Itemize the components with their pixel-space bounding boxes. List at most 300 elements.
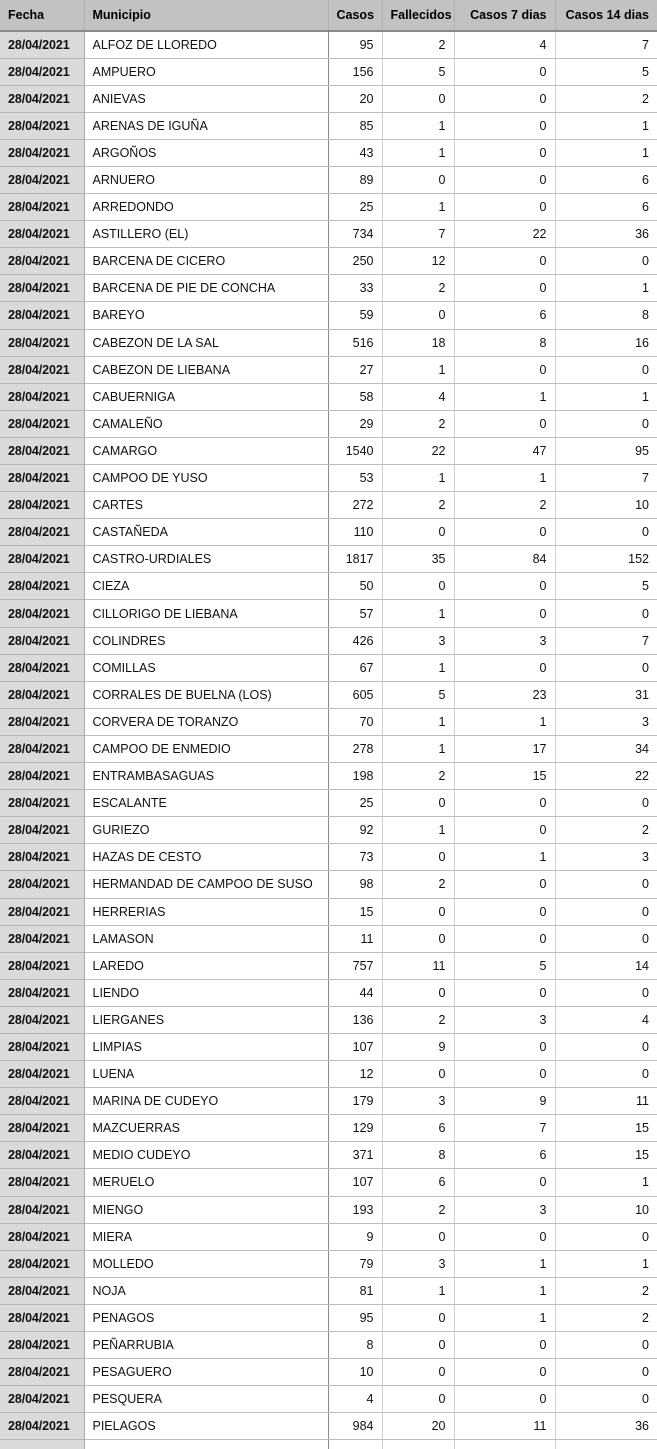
cell-fall: 0 [382, 573, 454, 600]
column-header-casos-7-dias[interactable]: Casos 7 dias [454, 0, 555, 31]
cell-muni: CAMALEÑO [84, 410, 328, 437]
cell-fall: 0 [382, 898, 454, 925]
cell-muni: LAREDO [84, 952, 328, 979]
cell-fecha: 28/04/2021 [0, 139, 84, 166]
cell-fecha: 28/04/2021 [0, 1061, 84, 1088]
cell-fecha: 28/04/2021 [0, 600, 84, 627]
cell-c7: 23 [454, 681, 555, 708]
table-row[interactable] [0, 1169, 657, 1196]
cell-c14: 10 [555, 1196, 657, 1223]
cell-casos: 50 [328, 573, 382, 600]
cell-fecha: 28/04/2021 [0, 356, 84, 383]
cell-c14: 16 [555, 329, 657, 356]
cell-fall: 1 [382, 654, 454, 681]
cell-muni: CILLORIGO DE LIEBANA [84, 600, 328, 627]
cell-muni: LAMASON [84, 925, 328, 952]
cell-fall: 2 [382, 275, 454, 302]
cell-fall: 20 [382, 1413, 454, 1440]
cell-casos: 67 [328, 654, 382, 681]
cell-fecha: 28/04/2021 [0, 654, 84, 681]
cell-casos: 110 [328, 519, 382, 546]
cell-c7: 1 [454, 1304, 555, 1331]
table-row[interactable] [0, 1386, 657, 1413]
cell-muni: CARTES [84, 492, 328, 519]
cell-muni: MERUELO [84, 1169, 328, 1196]
table-row[interactable] [0, 1413, 657, 1440]
cell-fall: 1 [382, 139, 454, 166]
cell-fecha: 28/04/2021 [0, 627, 84, 654]
cell-muni: CABUERNIGA [84, 383, 328, 410]
table-row[interactable] [0, 573, 657, 600]
table-row[interactable] [0, 871, 657, 898]
cell-c7: 47 [454, 437, 555, 464]
table-header-row [0, 0, 657, 31]
cell-muni: LIERGANES [84, 1006, 328, 1033]
cell-casos: 107 [328, 1033, 382, 1060]
cell-casos: 8 [328, 1332, 382, 1359]
cell-muni: HAZAS DE CESTO [84, 844, 328, 871]
cell-fall: 0 [382, 1332, 454, 1359]
table-row[interactable] [0, 383, 657, 410]
table-row[interactable] [0, 329, 657, 356]
cell-fall: 0 [382, 844, 454, 871]
cell-c7: 0 [454, 1169, 555, 1196]
cell-fecha: 28/04/2021 [0, 112, 84, 139]
table-row[interactable] [0, 844, 657, 871]
cell-fecha: 28/04/2021 [0, 790, 84, 817]
cell-fall: 1 [382, 112, 454, 139]
table-row[interactable] [0, 1061, 657, 1088]
cell-muni: ASTILLERO (EL) [84, 221, 328, 248]
cell-fecha: 28/04/2021 [0, 1277, 84, 1304]
cell-casos: 250 [328, 248, 382, 275]
cell-muni: LIENDO [84, 979, 328, 1006]
table-row[interactable] [0, 1115, 657, 1142]
cell-fall: 0 [382, 925, 454, 952]
table-row[interactable] [0, 1359, 657, 1386]
cell-muni: MOLLEDO [84, 1250, 328, 1277]
cell-casos: 757 [328, 952, 382, 979]
cell-casos: 81 [328, 1277, 382, 1304]
cell-c7: 4 [454, 31, 555, 58]
cell-c14: 0 [555, 790, 657, 817]
cell-fecha: 28/04/2021 [0, 1332, 84, 1359]
cell-c14: 22 [555, 763, 657, 790]
table-row[interactable] [0, 898, 657, 925]
cell-casos: 43 [328, 139, 382, 166]
cell-casos: 79 [328, 1250, 382, 1277]
column-header-fallecidos[interactable]: Fallecidos [382, 0, 454, 31]
table-row[interactable] [0, 1142, 657, 1169]
cell-c7: 17 [454, 735, 555, 762]
cell-c14: 0 [555, 1332, 657, 1359]
cell-casos: 129 [328, 1115, 382, 1142]
cell-fecha: 28/04/2021 [0, 383, 84, 410]
cell-casos: 9 [328, 1223, 382, 1250]
cell-c14: 36 [555, 1413, 657, 1440]
table-row[interactable] [0, 194, 657, 221]
cell-c14: 15 [555, 1115, 657, 1142]
cell-fall: 0 [382, 519, 454, 546]
cell-casos: 516 [328, 329, 382, 356]
cell-c7: 1 [454, 708, 555, 735]
cell-fall: 0 [382, 302, 454, 329]
cell-fall: 18 [382, 329, 454, 356]
table-row[interactable] [0, 519, 657, 546]
cell-c7: 0 [454, 979, 555, 1006]
cell-c7: 0 [454, 1386, 555, 1413]
table-row[interactable] [0, 465, 657, 492]
cell-casos: 25 [328, 790, 382, 817]
cell-muni: ENTRAMBASAGUAS [84, 763, 328, 790]
cell-fall: 35 [382, 546, 454, 573]
cell-casos: 179 [328, 1088, 382, 1115]
cell-fall: 1 [382, 465, 454, 492]
cell-casos: 4 [328, 1386, 382, 1413]
cell-c14: 0 [555, 248, 657, 275]
table-row[interactable] [0, 112, 657, 139]
cell-c14: 31 [555, 681, 657, 708]
cell-fall: 0 [382, 1223, 454, 1250]
cell-fecha: 28/04/2021 [0, 708, 84, 735]
table-row[interactable] [0, 58, 657, 85]
cell-c14: 0 [555, 1359, 657, 1386]
cell-fall: 12 [382, 248, 454, 275]
cell-fall: 2 [382, 410, 454, 437]
cell-c14: 1 [555, 275, 657, 302]
cell-c7: 0 [454, 275, 555, 302]
cell-c14: 1 [555, 1250, 657, 1277]
cell-c7: 0 [454, 654, 555, 681]
cell-muni: CIEZA [84, 573, 328, 600]
cell-muni: CABEZON DE LA SAL [84, 329, 328, 356]
cell-casos: 605 [328, 681, 382, 708]
cell-c14: 14 [555, 952, 657, 979]
cell-fecha: 28/04/2021 [0, 275, 84, 302]
cell-c7: 3 [454, 1006, 555, 1033]
cell-fecha: 28/04/2021 [0, 1386, 84, 1413]
cell-muni: ARNUERO [84, 166, 328, 193]
cell-c14: 0 [555, 654, 657, 681]
cell-c14: 0 [555, 356, 657, 383]
cell-fecha: 28/04/2021 [0, 248, 84, 275]
cell-c7: 3 [454, 627, 555, 654]
cell-c14: 0 [555, 1223, 657, 1250]
cell-c14: 7 [555, 465, 657, 492]
cell-fall: 0 [382, 85, 454, 112]
cell-fecha: 28/04/2021 [0, 573, 84, 600]
cell-c14: 4 [555, 1006, 657, 1033]
table-row[interactable] [0, 275, 657, 302]
cell-casos [328, 1440, 382, 1449]
cell-muni: ALFOZ DE LLOREDO [84, 31, 328, 58]
cell-c7: 0 [454, 356, 555, 383]
cell-fall: 1 [382, 600, 454, 627]
cell-c14: 6 [555, 166, 657, 193]
cell-c14: 0 [555, 1033, 657, 1060]
table-row[interactable] [0, 31, 657, 58]
cell-fall: 11 [382, 952, 454, 979]
cell-c14: 34 [555, 735, 657, 762]
cell-c7: 6 [454, 1142, 555, 1169]
cell-fecha [0, 1440, 84, 1449]
cell-c14: 1 [555, 1169, 657, 1196]
cell-fall: 1 [382, 194, 454, 221]
table-row[interactable] [0, 1196, 657, 1223]
cell-fecha: 28/04/2021 [0, 1006, 84, 1033]
cell-muni: HERRERIAS [84, 898, 328, 925]
cell-c7: 2 [454, 492, 555, 519]
cell-casos: 426 [328, 627, 382, 654]
cell-c7: 0 [454, 1061, 555, 1088]
cell-fall [382, 1440, 454, 1449]
cell-fecha: 28/04/2021 [0, 465, 84, 492]
cell-casos: 12 [328, 1061, 382, 1088]
cell-fall: 2 [382, 1196, 454, 1223]
cell-casos: 57 [328, 600, 382, 627]
table-row[interactable] [0, 410, 657, 437]
cell-fall: 6 [382, 1169, 454, 1196]
cell-fecha: 28/04/2021 [0, 871, 84, 898]
cell-fecha: 28/04/2021 [0, 437, 84, 464]
cell-fall: 5 [382, 58, 454, 85]
cell-casos: 98 [328, 871, 382, 898]
cell-casos: 44 [328, 979, 382, 1006]
cell-casos: 89 [328, 166, 382, 193]
cell-casos: 278 [328, 735, 382, 762]
cell-muni: CABEZON DE LIEBANA [84, 356, 328, 383]
cell-muni: CASTRO-URDIALES [84, 546, 328, 573]
cell-casos: 136 [328, 1006, 382, 1033]
cell-c14: 0 [555, 600, 657, 627]
cell-casos: 20 [328, 85, 382, 112]
cell-c7: 0 [454, 600, 555, 627]
cell-fecha: 28/04/2021 [0, 1169, 84, 1196]
table-row[interactable] [0, 735, 657, 762]
cell-casos: 193 [328, 1196, 382, 1223]
table-header [0, 0, 657, 31]
cell-fall: 1 [382, 817, 454, 844]
cell-c7: 0 [454, 790, 555, 817]
table-row-partial[interactable] [0, 1440, 657, 1449]
cell-c7: 0 [454, 139, 555, 166]
cell-casos: 95 [328, 31, 382, 58]
table-row[interactable] [0, 302, 657, 329]
cell-c7: 0 [454, 898, 555, 925]
cell-casos: 73 [328, 844, 382, 871]
cell-muni: MAZCUERRAS [84, 1115, 328, 1142]
cell-c7: 1 [454, 1250, 555, 1277]
cell-c7: 0 [454, 573, 555, 600]
table-row[interactable] [0, 356, 657, 383]
cell-muni: ARREDONDO [84, 194, 328, 221]
table-row[interactable] [0, 681, 657, 708]
cell-c14: 2 [555, 1277, 657, 1304]
table-row[interactable] [0, 979, 657, 1006]
cell-c14: 0 [555, 871, 657, 898]
cell-fecha: 28/04/2021 [0, 735, 84, 762]
cell-c7: 0 [454, 925, 555, 952]
cell-fall: 1 [382, 356, 454, 383]
table-row[interactable] [0, 817, 657, 844]
table-row[interactable] [0, 654, 657, 681]
cell-muni: PENAGOS [84, 1304, 328, 1331]
cell-casos: 1817 [328, 546, 382, 573]
cell-fall: 1 [382, 708, 454, 735]
cell-c7: 0 [454, 1223, 555, 1250]
cell-c7: 1 [454, 1277, 555, 1304]
cell-c7: 8 [454, 329, 555, 356]
cell-casos: 85 [328, 112, 382, 139]
table-row[interactable] [0, 546, 657, 573]
cell-muni: ESCALANTE [84, 790, 328, 817]
table-row[interactable] [0, 627, 657, 654]
cell-fall: 2 [382, 492, 454, 519]
cell-fall: 2 [382, 31, 454, 58]
cell-muni: CAMPOO DE ENMEDIO [84, 735, 328, 762]
cell-c7: 11 [454, 1413, 555, 1440]
cell-fecha: 28/04/2021 [0, 1304, 84, 1331]
cell-fall: 0 [382, 166, 454, 193]
cell-fall: 2 [382, 871, 454, 898]
table-row[interactable] [0, 1277, 657, 1304]
cell-muni: LIMPIAS [84, 1033, 328, 1060]
cell-c14: 6 [555, 194, 657, 221]
table-row[interactable] [0, 1250, 657, 1277]
cell-fecha: 28/04/2021 [0, 1196, 84, 1223]
cell-fecha: 28/04/2021 [0, 194, 84, 221]
cell-muni: CORRALES DE BUELNA (LOS) [84, 681, 328, 708]
cell-fall: 5 [382, 681, 454, 708]
cell-c14: 1 [555, 112, 657, 139]
cell-muni: ANIEVAS [84, 85, 328, 112]
cell-muni: BARCENA DE PIE DE CONCHA [84, 275, 328, 302]
table-row[interactable] [0, 790, 657, 817]
cell-muni: HERMANDAD DE CAMPOO DE SUSO [84, 871, 328, 898]
table-row[interactable] [0, 492, 657, 519]
cell-muni: BARCENA DE CICERO [84, 248, 328, 275]
cell-muni: MARINA DE CUDEYO [84, 1088, 328, 1115]
table-row[interactable] [0, 248, 657, 275]
cell-muni: LUENA [84, 1061, 328, 1088]
cell-c14: 3 [555, 844, 657, 871]
cell-fecha: 28/04/2021 [0, 166, 84, 193]
cell-casos: 10 [328, 1359, 382, 1386]
column-header-casos-14-dias[interactable]: Casos 14 dias [555, 0, 657, 31]
cell-fecha: 28/04/2021 [0, 410, 84, 437]
cell-casos: 53 [328, 465, 382, 492]
cell-c14: 2 [555, 85, 657, 112]
cell-c7: 6 [454, 302, 555, 329]
table-row[interactable] [0, 1088, 657, 1115]
table-row[interactable] [0, 1332, 657, 1359]
cell-c7: 1 [454, 383, 555, 410]
cell-muni: ARENAS DE IGUÑA [84, 112, 328, 139]
cell-casos: 59 [328, 302, 382, 329]
cell-c7: 0 [454, 248, 555, 275]
cell-c7: 0 [454, 817, 555, 844]
table-row[interactable] [0, 85, 657, 112]
cell-c14: 36 [555, 221, 657, 248]
cell-c7: 15 [454, 763, 555, 790]
cell-fecha: 28/04/2021 [0, 1142, 84, 1169]
cell-fecha: 28/04/2021 [0, 58, 84, 85]
cell-fecha: 28/04/2021 [0, 763, 84, 790]
cell-fecha: 28/04/2021 [0, 31, 84, 58]
table-row[interactable] [0, 139, 657, 166]
cell-c14: 0 [555, 519, 657, 546]
cell-c7: 0 [454, 871, 555, 898]
cell-fecha: 28/04/2021 [0, 681, 84, 708]
cell-casos: 156 [328, 58, 382, 85]
cell-casos: 95 [328, 1304, 382, 1331]
cell-muni: PIELAGOS [84, 1413, 328, 1440]
column-header-municipio[interactable]: Municipio [84, 0, 328, 31]
cell-fall: 0 [382, 790, 454, 817]
cell-fecha: 28/04/2021 [0, 1250, 84, 1277]
column-header-fecha[interactable]: Fecha [0, 0, 84, 31]
cell-fecha: 28/04/2021 [0, 546, 84, 573]
column-header-casos[interactable]: Casos [328, 0, 382, 31]
cell-muni: MEDIO CUDEYO [84, 1142, 328, 1169]
table-row[interactable] [0, 1223, 657, 1250]
cell-casos: 58 [328, 383, 382, 410]
cell-fecha: 28/04/2021 [0, 925, 84, 952]
cell-fecha: 28/04/2021 [0, 519, 84, 546]
table-row[interactable] [0, 952, 657, 979]
cell-fecha: 28/04/2021 [0, 898, 84, 925]
cell-muni [84, 1440, 328, 1449]
cell-c7: 0 [454, 519, 555, 546]
cell-fall: 8 [382, 1142, 454, 1169]
table-row[interactable] [0, 166, 657, 193]
cell-muni: GURIEZO [84, 817, 328, 844]
cell-fall: 7 [382, 221, 454, 248]
cell-c7: 5 [454, 952, 555, 979]
cell-c14: 5 [555, 58, 657, 85]
cell-casos: 107 [328, 1169, 382, 1196]
cell-muni: NOJA [84, 1277, 328, 1304]
cell-c14: 1 [555, 383, 657, 410]
table-row[interactable] [0, 1033, 657, 1060]
cell-c7: 0 [454, 410, 555, 437]
table-row[interactable] [0, 437, 657, 464]
cell-casos: 70 [328, 708, 382, 735]
table-row[interactable] [0, 1304, 657, 1331]
cell-casos: 734 [328, 221, 382, 248]
cell-c7: 9 [454, 1088, 555, 1115]
cell-fecha: 28/04/2021 [0, 844, 84, 871]
table-row[interactable] [0, 600, 657, 627]
cell-casos: 92 [328, 817, 382, 844]
table-row[interactable] [0, 221, 657, 248]
cell-c7 [454, 1440, 555, 1449]
table-row[interactable] [0, 708, 657, 735]
cell-c14: 0 [555, 925, 657, 952]
cell-casos: 1540 [328, 437, 382, 464]
cell-casos: 25 [328, 194, 382, 221]
cell-fecha: 28/04/2021 [0, 329, 84, 356]
cell-fall: 0 [382, 1061, 454, 1088]
cell-fall: 3 [382, 627, 454, 654]
cell-c7: 0 [454, 112, 555, 139]
table-row[interactable] [0, 925, 657, 952]
cell-c7: 0 [454, 1359, 555, 1386]
cell-c14: 15 [555, 1142, 657, 1169]
table-row[interactable] [0, 763, 657, 790]
cell-c14: 152 [555, 546, 657, 573]
table-row[interactable] [0, 1006, 657, 1033]
